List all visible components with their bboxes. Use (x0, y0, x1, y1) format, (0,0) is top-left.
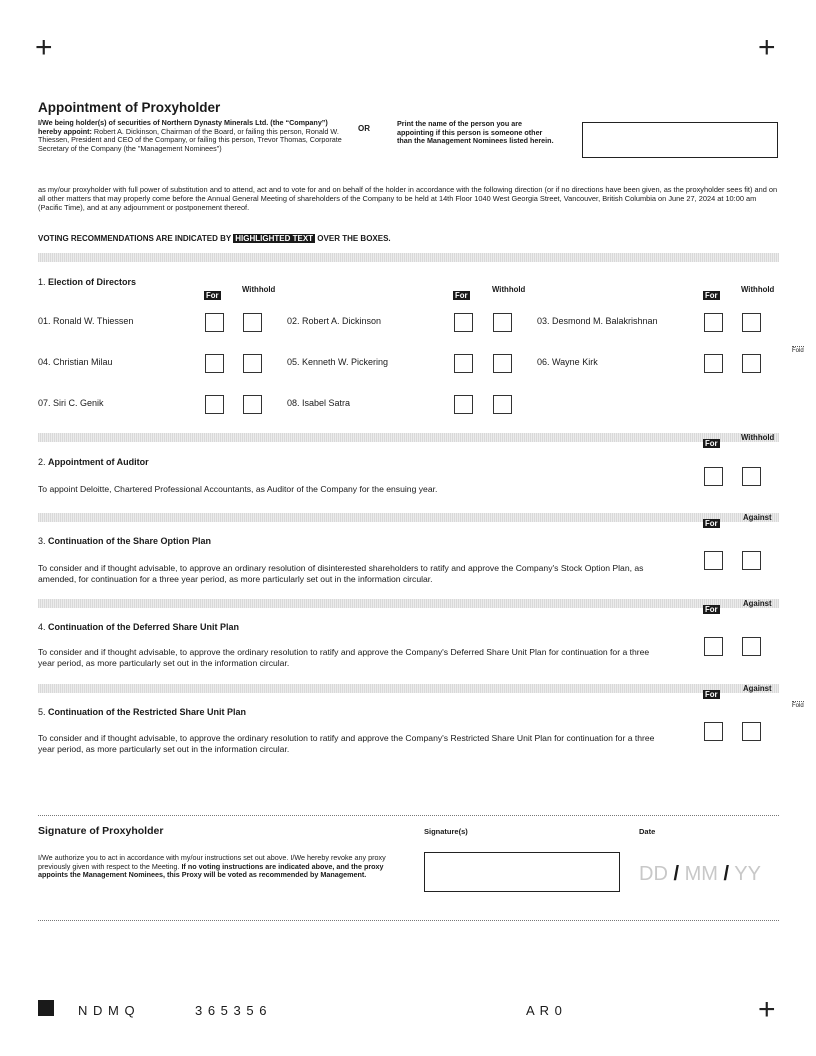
section-divider (38, 253, 779, 262)
option-plan-heading: 3. Continuation of the Share Option Plan (38, 536, 212, 546)
for-checkbox[interactable] (454, 313, 473, 332)
signature-field[interactable] (424, 852, 620, 892)
director-name: 05. Kenneth W. Pickering (287, 357, 389, 367)
dsu-plan-text: To consider and if thought advisable, to approve the ordinary resolution to ratify and approve the Company's Deferred Share Unit Plan for continuation for a three year period, as more particularly set out in the information circular. (38, 647, 650, 668)
for-checkbox[interactable] (704, 551, 723, 570)
or-label: OR (358, 124, 370, 133)
for-header: For (705, 690, 718, 699)
for-checkbox[interactable] (454, 395, 473, 414)
against-checkbox[interactable] (742, 551, 761, 570)
page-title: Appointment of Proxyholder (38, 100, 221, 115)
withhold-checkbox[interactable] (243, 354, 262, 373)
for-checkbox[interactable] (704, 722, 723, 741)
appointment-text (38, 119, 343, 153)
against-header: Against (743, 513, 772, 522)
signature-label: Signature(s) (424, 827, 468, 836)
section-divider (38, 513, 779, 522)
section-divider (38, 433, 779, 442)
director-name: 03. Desmond M. Balakrishnan (537, 316, 658, 326)
for-header: For (206, 291, 219, 300)
director-name: 04. Christian Milau (38, 357, 113, 367)
withhold-checkbox[interactable] (243, 313, 262, 332)
for-checkbox[interactable] (205, 395, 224, 414)
option-plan-text: To consider and if thought advisable, to approve an ordinary resolution of disinterested shareholders to ratify and approve the Company's Stock Option Plan, as amended, for continuation for a three year period, as more particularly set out in the information circular. (38, 563, 644, 584)
withhold-checkbox[interactable] (493, 313, 512, 332)
signature-authorization (38, 854, 403, 880)
date-dd: DD (639, 863, 668, 885)
voting-rec-highlight: HIGHLIGHTED TEXT (235, 234, 314, 243)
authorization-bold: If no voting instructions are indicated above, and the proxy appoints the Management Nominees, this Proxy will be voted as recommended by Management. (38, 861, 384, 880)
withhold-header: Withhold (492, 285, 526, 294)
dsu-plan-heading: 4. Continuation of the Deferred Share Unit Plan (38, 622, 240, 632)
auditor-text: To appoint Deloitte, Chartered Professional Accountants, as Auditor of the Company for the ensuing year. (38, 484, 438, 494)
footer-code: A R 0 (526, 1003, 563, 1018)
for-checkbox[interactable] (704, 467, 723, 486)
section-divider (38, 599, 779, 608)
director-name: 06. Wayne Kirk (537, 357, 598, 367)
withhold-checkbox[interactable] (243, 395, 262, 414)
withhold-header: Withhold (741, 285, 775, 294)
fold-mark: Fold (792, 703, 804, 709)
registration-mark: + (758, 31, 776, 64)
for-header: For (705, 291, 718, 300)
signature-title: Signature of Proxyholder (38, 825, 164, 837)
against-checkbox[interactable] (742, 722, 761, 741)
proxyholder-name-field[interactable] (582, 122, 778, 158)
withhold-checkbox[interactable] (493, 395, 512, 414)
for-checkbox[interactable] (704, 313, 723, 332)
rsu-plan-text: To consider and if thought advisable, to approve the ordinary resolution to ratify and approve the Company's Restricted Share Unit Plan for continuation for a three year period, as more particularly set out in the information circular. (38, 733, 655, 754)
date-label: Date (639, 827, 656, 836)
date-yy: YY (734, 863, 761, 885)
against-header: Against (743, 599, 772, 608)
for-header: For (705, 519, 718, 528)
signature-divider (38, 815, 779, 816)
fold-mark: Fold (792, 348, 804, 354)
director-name: 07. Siri C. Genik (38, 398, 104, 408)
auditor-heading: 2. Appointment of Auditor (38, 457, 149, 467)
for-checkbox[interactable] (205, 354, 224, 373)
directors-heading: 1. Election of Directors (38, 277, 137, 287)
director-name: 08. Isabel Satra (287, 398, 351, 408)
date-mm: MM (684, 863, 718, 885)
voting-rec-after: OVER THE BOXES. (317, 234, 391, 243)
date-field[interactable] (639, 862, 761, 886)
withhold-checkbox[interactable] (493, 354, 512, 373)
voting-rec-before: VOTING RECOMMENDATIONS ARE INDICATED BY (38, 234, 232, 243)
rsu-plan-heading: 5. Continuation of the Restricted Share Unit Plan (38, 707, 247, 717)
withhold-header: Withhold (242, 285, 276, 294)
withhold-checkbox[interactable] (742, 467, 761, 486)
for-checkbox[interactable] (704, 354, 723, 373)
appointment-intro: as my/our proxyholder with full power of substitution and to attend, act and to vote for and on behalf of the holder in accordance with the following direction (or if no directions have been given, as the proxyholder sees fit) and on all other matters that may properly come before the Annual General Meeting of shareholders of the Company to be held at 14th Floor 1040 West Georgia Street, Vancouver, British Columbia on June 27, 2024 at 10:00 am (Pacific Time), and at any adjournment or postponement thereof. (38, 185, 778, 212)
appointment-nominees: Robert A. Dickinson, Chairman of the Board, or failing this person, Ronald W. Thiessen, President and CEO of the Company, or failing this person, Trevor Thomas, Corporate Secretary of the Company (the "Management Nominees") (38, 126, 342, 153)
section-divider (38, 684, 779, 693)
withhold-checkbox[interactable] (742, 354, 761, 373)
appointment-bold: I/We being holder(s) of securities of Northern Dynasty Minerals Ltd. (the “Company”) hereby appoint: (38, 118, 328, 136)
against-checkbox[interactable] (742, 637, 761, 656)
director-name: 02. Robert A. Dickinson (287, 316, 382, 326)
withhold-header: Withhold (741, 433, 775, 442)
print-name-instructions: Print the name of the person you are appointing if this person is someone other than the Management Nominees listed herein. (397, 119, 554, 146)
footer-marker (38, 1000, 54, 1016)
for-checkbox[interactable] (205, 313, 224, 332)
for-header: For (705, 605, 718, 614)
footer-code: 3 6 5 3 5 6 (195, 1003, 268, 1018)
director-name: 01. Ronald W. Thiessen (38, 316, 134, 326)
footer-code: N D M Q (78, 1003, 136, 1018)
date-separator: / (673, 863, 680, 885)
for-checkbox[interactable] (704, 637, 723, 656)
for-checkbox[interactable] (454, 354, 473, 373)
for-header: For (705, 439, 718, 448)
against-header: Against (743, 684, 772, 693)
registration-mark: + (758, 993, 776, 1026)
date-separator: / (723, 863, 730, 885)
registration-mark: + (35, 31, 53, 64)
withhold-checkbox[interactable] (742, 313, 761, 332)
authorization-normal: I/We authorize you to act in accordance with my/our instructions set out above. I/We hereby revoke any proxy previously given with respect to the Meeting. (38, 853, 386, 871)
signature-bottom-divider (38, 920, 779, 921)
voting-recommendations (38, 234, 391, 243)
for-header: For (455, 291, 468, 300)
